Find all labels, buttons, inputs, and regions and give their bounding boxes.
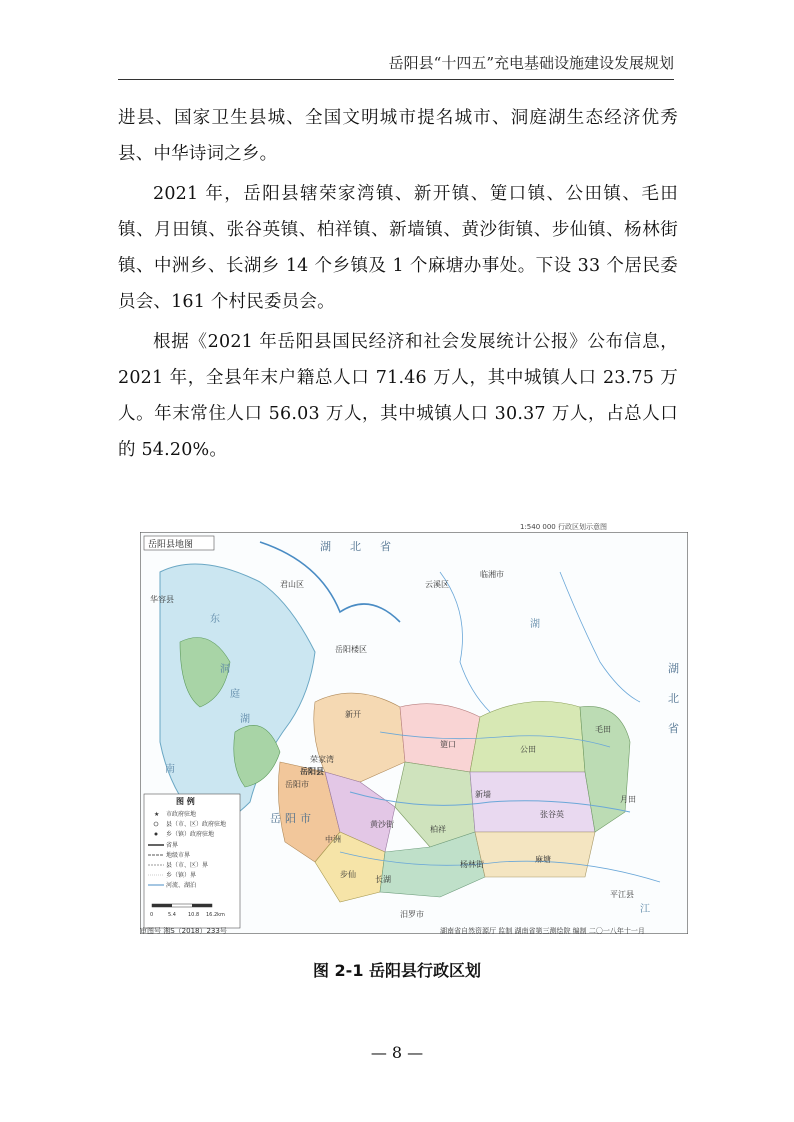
map-scale-note: 1:540 000 行政区划示意图 (520, 523, 607, 531)
map-label: 市 (300, 812, 311, 825)
scale-tick: 10.8 (188, 912, 200, 918)
legend-title: 图 例 (176, 797, 195, 806)
map-title: 岳阳县地图 (148, 540, 194, 550)
map-label: 月田 (620, 795, 636, 804)
map-label: 阳 (285, 812, 296, 825)
map-label: 岳阳县 (300, 767, 324, 776)
map-label: 柏祥 (430, 825, 446, 834)
map-label: 黄沙街 (370, 820, 394, 829)
map-legend (144, 794, 240, 928)
map-label: 云溪区 (425, 580, 449, 589)
map-label: 麻塘 (535, 855, 551, 864)
legend-item: 省界 (166, 842, 179, 849)
legend-symbol-star: ★ (154, 811, 160, 818)
figure-caption: 图 2-1 岳阳县行政区划 (312, 961, 482, 980)
map-label: 岳阳楼区 (335, 645, 367, 654)
map-label: 洞 (220, 664, 230, 675)
map-label: 庭 (230, 689, 240, 700)
body-text (118, 100, 678, 472)
map-label: 湖 (530, 619, 540, 630)
map-publisher: 湖南省自然资源厅 监制 湖南省第三测绘院 编制 二〇一八年十一月 (440, 927, 645, 935)
map-label: 新墙 (475, 790, 491, 799)
map-label: 荣家湾 (310, 755, 334, 764)
map-label: 湖 (320, 540, 331, 553)
map-label: 公田 (520, 745, 536, 754)
map-label: 张谷英 (540, 810, 564, 819)
legend-item: 县（市、区）界 (166, 862, 209, 869)
scale-tick: 0 (150, 912, 154, 918)
map-label: 步仙 (340, 870, 356, 879)
paragraph-3: 根据《2021 年岳阳县国民经济和社会发展统计公报》公布信息，2021 年，全县年末户籍总人口 71.46 万人，其中城镇人口 23.75 万人。年末常住人口 56.03 万人，其中城镇人口 30.37 万人，占总人口的 54.20%。 (118, 332, 678, 460)
running-header: 岳阳县“十四五”充电基础设施建设发展规划 (118, 52, 674, 80)
paragraph-1: 进县、国家卫生县城、全国文明城市提名城市、洞庭湖生态经济优秀县、中华诗词之乡。 (118, 108, 678, 164)
map-label: 北 (350, 540, 361, 553)
map-label: 湖 (668, 662, 679, 675)
map-label: 南 (165, 764, 175, 775)
map-label: 岳阳市 (285, 780, 309, 789)
map-label: 毛田 (595, 725, 611, 734)
map-label: 江 (640, 904, 650, 915)
map-label: 汨罗市 (400, 910, 424, 919)
map-label: 华容县 (150, 595, 174, 604)
map-label: 省 (380, 540, 391, 553)
map-label: 长湖 (375, 875, 391, 884)
legend-item: 河流、湖泊 (166, 882, 197, 889)
paragraph-2: 2021 年，岳阳县辖荣家湾镇、新开镇、筻口镇、公田镇、毛田镇、月田镇、张谷英镇、柏祥镇、新墙镇、黄沙街镇、步仙镇、杨林街镇、中洲乡、长湖乡 14 个乡镇及 1 个麻塘办事处。下设 33 个居民委员会、161 个村民委员会。 (118, 184, 678, 312)
map-label: 新开 (345, 710, 361, 719)
map-label: 君山区 (280, 580, 304, 589)
map-label: 临湘市 (480, 570, 504, 579)
map-label: 杨林街 (460, 860, 484, 869)
map-approval-number: 审图号 湘S（2018）233号 (140, 927, 227, 935)
map-label: 湖 (240, 714, 250, 725)
scale-tick: 16.2km (206, 912, 225, 918)
legend-item: 乡（镇）界 (166, 872, 197, 879)
legend-item: 地级市界 (166, 852, 191, 859)
page-number: — 8 — (370, 1043, 424, 1062)
map-label: 岳 (270, 812, 281, 825)
map-label: 东 (210, 614, 220, 625)
legend-item: 县（市、区）政府驻地 (166, 821, 227, 828)
legend-item: 乡（镇）政府驻地 (166, 831, 215, 838)
map-label: 北 (668, 692, 679, 705)
map-label: 平江县 (610, 890, 634, 899)
map-label: 中洲 (325, 835, 341, 844)
scale-tick: 5.4 (168, 912, 176, 918)
map-label: 筻口 (440, 740, 456, 749)
administrative-map (140, 532, 688, 934)
map-label: 省 (668, 722, 679, 735)
legend-item: 市政府驻地 (166, 811, 197, 818)
